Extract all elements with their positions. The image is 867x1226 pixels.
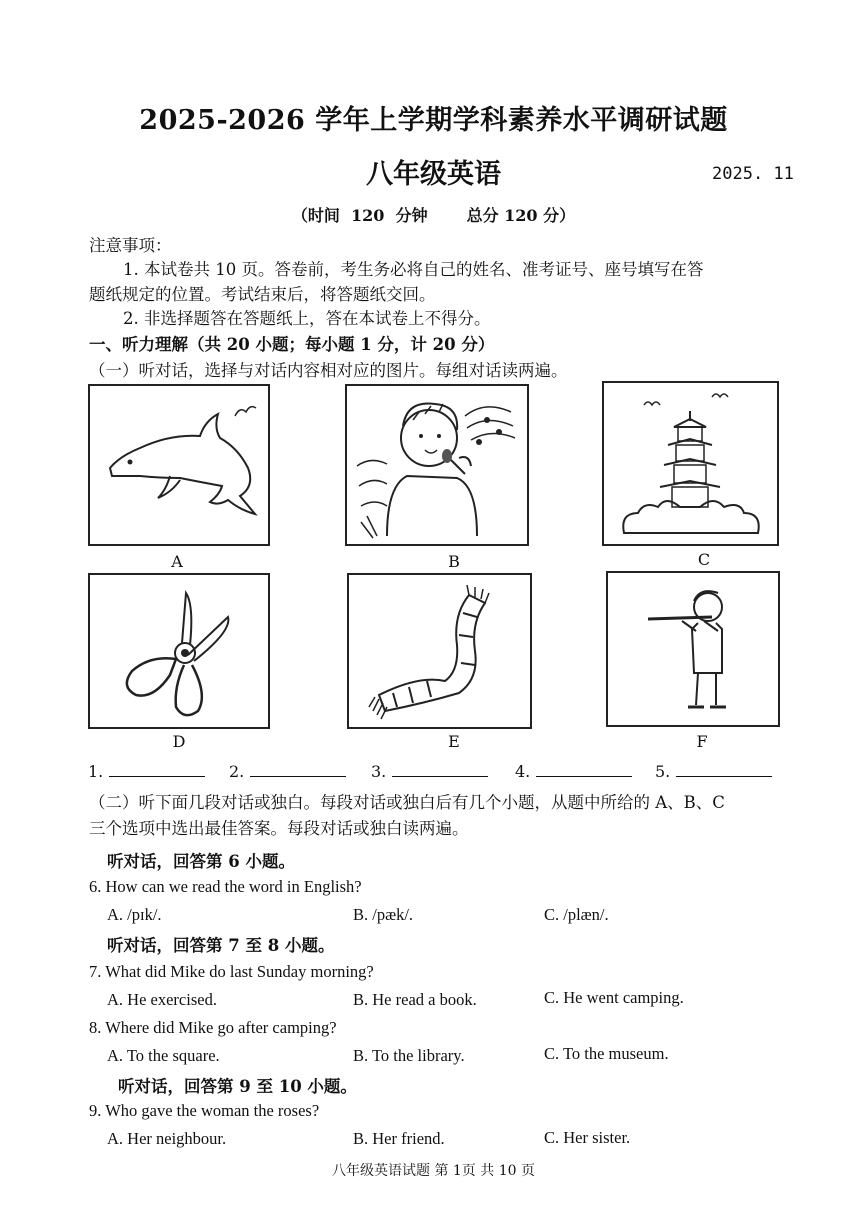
question-6-stem: 6. How can we read the word in English? (89, 877, 362, 896)
notes-item1-line1: 1. 本试卷共 10 页。答卷前，考生务必将自己的姓名、准考证号、座号填写在答 (123, 260, 704, 279)
notes-item2: 2. 非选择题答在答题纸上，答在本试卷上不得分。 (123, 309, 491, 328)
question-9-option-b[interactable]: B. Her friend. (353, 1129, 445, 1148)
question-6-option-b[interactable]: B. /pæk/. (353, 905, 414, 924)
question-7-option-c[interactable]: C. He went camping. (544, 988, 684, 1007)
part2-instruction-line2: 三个选项中选出最佳答案。每段对话或独白读两遍。 (89, 819, 469, 838)
question-6-option-c[interactable]: C. /plæn/. (544, 905, 609, 924)
picture-label: A (171, 552, 183, 571)
singing-boy-icon (347, 386, 527, 544)
answer-blank-2[interactable]: 2. (229, 762, 346, 781)
scarf-icon (349, 575, 530, 727)
question-9-stem: 9. Who gave the woman the roses? (89, 1101, 320, 1120)
answer-blank-5[interactable]: 5. (655, 762, 772, 781)
question-group-heading: 听对话，回答第 7 至 8 小题。 (107, 936, 335, 955)
question-9-option-a[interactable]: A. Her neighbour. (107, 1129, 227, 1148)
picture-c (602, 381, 779, 546)
picture-label: D (172, 732, 186, 751)
part1-instruction: （一）听对话，选择与对话内容相对应的图片。每组对话读两遍。 (89, 361, 568, 380)
picture-label: C (697, 550, 711, 569)
question-group-heading: 听对话，回答第 6 小题。 (107, 852, 295, 871)
dolphin-icon (90, 386, 268, 544)
part2-instruction-line1: （二）听下面几段对话或独白。每段对话或独白后有几个小题，从题中所给的 A、B、C (89, 793, 725, 812)
section1-heading: 一、听力理解（共 20 小题；每小题 1 分，计 20 分） (89, 335, 495, 354)
flute-player-icon (608, 573, 778, 725)
notes-heading: 注意事项： (89, 236, 172, 255)
question-8-stem: 8. Where did Mike go after camping? (89, 1018, 337, 1037)
question-8-option-b[interactable]: B. To the library. (353, 1046, 465, 1065)
notes-item1-line2: 题纸规定的位置。考试结束后，将答题纸交回。 (89, 285, 436, 304)
question-7-stem: 7. What did Mike do last Sunday morning? (89, 962, 374, 981)
picture-a (88, 384, 270, 546)
question-group-heading: 听对话，回答第 9 至 10 小题。 (118, 1077, 357, 1096)
exam-time-info: （时间 120 分钟 总分 120 分） (291, 206, 576, 225)
picture-label: E (448, 732, 460, 751)
question-6-option-a[interactable]: A. /pɪk/. (107, 905, 162, 924)
question-9-option-c[interactable]: C. Her sister. (544, 1128, 631, 1147)
question-8-option-a[interactable]: A. To the square. (107, 1046, 220, 1065)
answer-blank-1[interactable]: 1. (88, 762, 205, 781)
exam-subtitle: 八年级英语 (366, 159, 501, 190)
picture-f (606, 571, 780, 727)
question-8-option-c[interactable]: C. To the museum. (544, 1044, 669, 1063)
scissors-icon (90, 575, 268, 727)
picture-label: B (448, 552, 460, 571)
exam-date: 2025. 11 (712, 164, 794, 184)
page-footer: 八年级英语试题 第 1页 共 10 页 (332, 1163, 535, 1179)
answer-blank-3[interactable]: 3. (371, 762, 488, 781)
answer-blank-4[interactable]: 4. (515, 762, 632, 781)
picture-e (347, 573, 532, 729)
question-7-option-b[interactable]: B. He read a book. (353, 990, 477, 1009)
picture-label: F (696, 732, 708, 751)
question-7-option-a[interactable]: A. He exercised. (107, 990, 217, 1009)
exam-title: 2025-2026 学年上学期学科素养水平调研试题 (139, 105, 728, 136)
picture-b (345, 384, 529, 546)
picture-d (88, 573, 270, 729)
pagoda-icon (604, 383, 777, 544)
